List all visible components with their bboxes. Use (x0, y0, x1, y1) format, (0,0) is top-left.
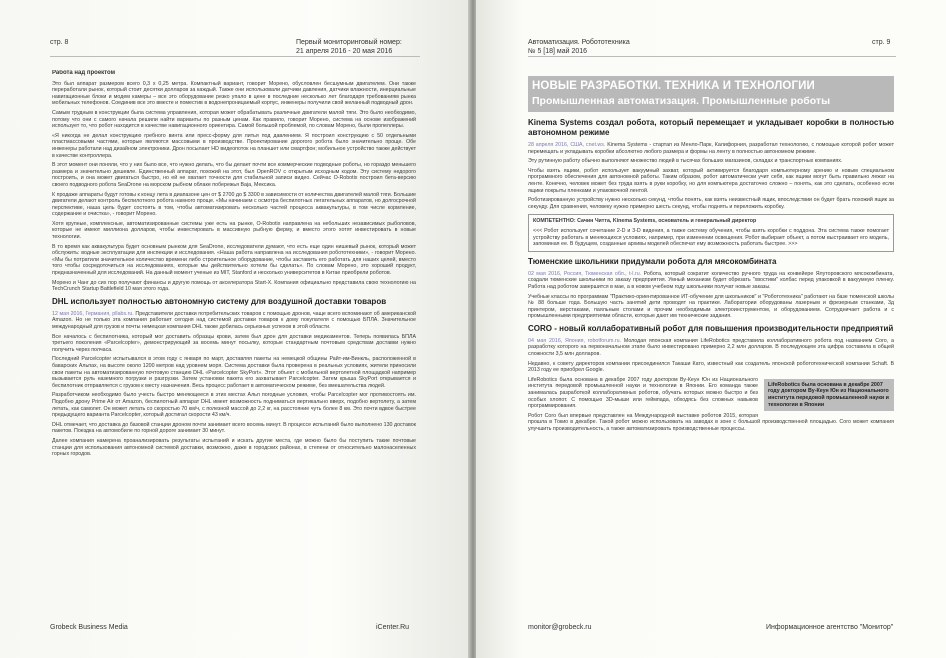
dhl-date: 12 мая 2016, Германия, pllabs.ru. (52, 310, 134, 317)
tyumen-lead-text: Робота, который сократит количество ручного труда на конвейере Ялуторовского мясокомбината, создали тюменские школьники по заказу предприятия. Умный механизм будет обрезать "хвостики" колбас перед упаковкой в вакуумную пленку. Работа над роботом завершится в мае, а в новом учебном году школьники получат новые заказы. (528, 270, 894, 290)
right-header-issue: № 5 [18] май 2016 (528, 48, 588, 55)
coro-lead (528, 338, 894, 358)
kinema-lead (528, 142, 894, 155)
quote-text: <<< Робот использует сочетание 2-D и 3-D видения, а также систему обучения, чтобы взять коробки с поддона. Эта система также помогает устройству работать в меняющихся условиях, например, при изменении освещения. Робот выбирает объект, а потом выстраивает его модель, запоминая ее. В будущем, созданные архивы моделей обеспечат ему возможность работать быстрее. >>> (533, 227, 889, 248)
expert-quote-box (528, 214, 894, 251)
quote-header: КОМПЕТЕНТНО: Сачин Читта, Kinema Systems, основатель и генеральный директор (533, 218, 757, 225)
dhl-lead-text: Представители доставки потребительских товаров с помощью дронов, чаще всего вспоминают об американской Amazon. Но не только эта компания работает сегодня над системой доставки товаров к дому покупателя с помощью БПЛА. Значительное международный для грузов и почты немецкая компания DHL также добилась серьезных успехов в этой области. (52, 310, 416, 330)
left-footer-publisher: Grobeck Business Media (50, 624, 128, 631)
body-paragraph: Все началось с беспилотника, который мог доставить образцы крови, затем был дрон для доставки медикаментов. Теперь появилась БПЛА третьего поколения «Parcelcopter», демонстрирующий за восемь минут посылку, которые стандартным почтовым средствам доставки нужно получить через полчаса. (52, 333, 416, 353)
right-body (528, 118, 894, 620)
body-paragraph: Робот Coro был впервые представлен на Международной выставке роботов 2015, которая прошла в Токио в декабре. Такой робот можно использовать на заводах в зоне с большой производственной площадью. Coro может компания улучшить производительность, а также автоматизировать производственные процессы. (528, 412, 894, 432)
right-page (476, 0, 946, 658)
right-header-title: Автоматизация. Робототехника (528, 39, 630, 46)
body-paragraph: Самым трудным в конструкции была система управления, которая может обрабатывать различные двигатели малой тяги. Это было необходимо, потому что они с самого начала решили найти варианты по разным ценам. Как правило, говорит Морено, система на основе изображений использует то, что робот находится в качестве навигационного ориентира. Самой большой проблемой, по словам Морено, были пропеллеры. (52, 109, 416, 130)
right-header-rule (528, 56, 896, 57)
body-paragraph: «Я никогда не делал конструкцию гребного винта или пресс-форму для литья под давлением. Я построил конструкцию с 50 отдельными пластмассовыми частями, которые являются массовыми в производстве. Проектирование дорогого робота было значительно проще. Обе инженеры работали над дизайном электроники. Дрон посылает HD видеопоток на планшет или смартфон; мобильное устройство также действует в качестве контроллера. (52, 132, 416, 159)
left-header (296, 38, 402, 56)
body-paragraph: DHL отмечает, что доставка до базовой станции дроном почти занимает всего восемь минут. В процессе испытаний было выполнено 130 доставок пакетов. Поездка на автомобиле по горной дороге занимает 30 минут. (52, 421, 416, 435)
kinema-lead-text: Kinema Systems - стартап из Менло-Парк, Калифорния, разработал технологию, с помощью которой робот может перемещать и укладывать коробки абсолютно любого размера и формы на ленту в полностью автономном режиме. (528, 142, 894, 155)
tyumen-article-title: Тюменские школьники придумали робота для мясокомбината (528, 256, 777, 266)
dhl-article-title: DHL использует полностью автономную систему для воздушной доставки товаров (52, 296, 387, 306)
coro-sidebar-box: LifeRobotics была основана в декабре 2007 году доктором Ву-Кеун Юн из Национального института передовой промышленной науки и технологии в Японии (764, 379, 894, 411)
left-body (52, 70, 416, 620)
body-paragraph: Далее компания намерена проанализировать результаты испытаний и искать другие места, где можно было бы поступить такие почтовые станции для использования автономной системой доставки, возможно, даже в городских районах, в степени от относительно малонаселенных горных городов. (52, 437, 416, 458)
left-page-number: стр. 8 (50, 39, 69, 46)
body-paragraph: Чтобы взять ящики, робот использует вакуумный захват, который активируется благодаря компьютерному зрению и новым специальном программного обеспечения для автономной работы. Таким образом, робот автоматически учит себя, как ящики могут быть правильно лежат на ленте. Конечно, человек может без труда взять в руки коробку, но для компьютера достаточно сложно – понять, как это сделать, особенно если ящики покрыты пленками и упаковочной лентой. (528, 167, 894, 194)
right-footer-agency: Информационное агентство "Монитор" (766, 624, 894, 631)
left-header-title: Первый мониторинговый номер: (296, 39, 402, 46)
body-paragraph: К продаже аппараты будут готовы к концу лета в диапазоне цен от $ 2700 до $ 3300 в зависимости от количества двигателей малой тяги. Большие двигатели делают контроль беспилотного робота намного проще. «Мы начинаем с осмотра беспилотных легательных аппаратов, но долгосрочной перспективе, наша цель будет состоять в том, чтобы автоматизировать несколько частей процесса аквакультуры, в том числе кормление, содержание и очистка», - говорит Морено. (52, 191, 416, 218)
banner-subtitle: Промышленная автоматизация. Промышленные роботы (532, 95, 831, 107)
body-paragraph: Эту рутинную работу обычно выполняют множество людей в тысячах больших магазинов, складах и транспортных компаниях. (528, 158, 843, 165)
body-paragraph: В то время как аквакультура будет основным рынком для SeaDrone, исследователи думают, что есть еще один нишевый рынок, который может обслужить: водные эксплуатации для инспекции и исследования. «Наша работа направлена на исследования робототехники», - говорит Морено. «Мы бы потратили значительное количество времени либо строительное оборудование, чтобы заставить его работать для наших целей, вместо того чтобы сосредоточиться на исследованиях, которые мы действительно хотели бы сделать». По словам Морено, это хороший продукт, предназначенный для исследований. На данный момент ученые из MIT, Stanford и несколько университетов в Китае приобрели роботов. (52, 243, 416, 277)
left-header-rule (50, 56, 420, 57)
left-footer-site: iCenter.Ru (376, 624, 410, 631)
body-paragraph: LifeRobotics была основана в декабре 2007 году доктором Ву-Кеун Юн из Национального института передовой промышленной науки и технологии в Японии. Его команда также занималась разработкой коллаборативных роботов, обучать которых можно быстро и без особых хлопот. С помощью 3D-мыши или геймпада, обходясь без сложных навыков программирования. (528, 376, 758, 410)
dhl-lead (52, 311, 416, 331)
body-paragraph: Учебные классы по программам "Практико-ориентированное ИТ-обучение для школьников" и "Робототехника" работают на базе тюменской школы № 88 больше года. Большую часть занятий дети проводят на практике. Лаборатории оборудованы лазерным и фрезерным станками, 3д принтером, верстаками, паяльным столами и прочим необходимым электроинструментом, и оборудованием. Сотрудничает работа и с промышленными предприятиями области, которые дают им технические задания. (528, 293, 894, 320)
right-header (528, 38, 630, 56)
tyumen-lead (528, 271, 894, 291)
body-paragraph: Недавно, к совету директоров компании присоединился Такаши Като, известный как создатель японской робототехнической компании Schaft. В 2013 году ее приобрел Google. (528, 360, 894, 374)
body-paragraph: Последний Parcelcopter испытывался в этом году с января по март, доставляя пакеты на немецкой общины Райт-им-Винкль, расположенной в баварских Альпах, на высоте около 1200 метров над уровнем моря. Система доставки была проверена в реальных условиях, жители приносили свои пакеты на автоматизированную почтовую станцию DHL «Parcelcopter SkyPort». Этот объект с мобильной вертолетной площадкой например вызывается руль наземного погрузки и разгрузки. Затем установки пакета его захватывает Parcelcopter. Затем крыша SkyPort открывается и беспилотник отправляется с грузом к месту назначения. Весь процесс работает в автоматическом режиме, без вмешательства людей. (52, 356, 416, 389)
section-banner (528, 76, 894, 112)
body-paragraph: Разработчиком необходимо было учесть быстро меняющееся в этих местах Альп погодные условия, чтобы Parcelcopter мог противостоять им. Подобно дрону Prime Air от Amazon, беспилотный аппарат DHL имеет возможность подниматься вертикально вверх, подобно вертолету, а затем летать, как самолет. Он может летать со скоростью 70 км/ч, с полезной массой до 2,2 кг, на расстояние чуть более 8 км. Это почти вдвое быстрее предыдущего варианта Parcelcopter, который достигал скорости 43 км/ч. (52, 392, 416, 419)
coro-date: 04 мая 2016, Япония, robotforum.ru. (528, 337, 622, 344)
left-page (0, 0, 470, 658)
banner-title: НОВЫЕ РАЗРАБОТКИ. ТЕХНИКА И ТЕХНОЛОГИИ (532, 80, 815, 92)
kinema-date: 28 апреля 2016, США, cnet.ws. (528, 142, 606, 148)
coro-lead-text: Молодая японская компания LifeRobotics представила коллаборативного робота под названием Coro, а разработку которого на первоначальном этапе было инвестировано примерно 2,2 млн долларов. В последующем эта цифра составила в общей сложности 3,5 млн долларов. (528, 337, 894, 358)
left-header-dates: 21 апреля 2016 - 20 мая 2016 (296, 48, 393, 55)
coro-article-title: CORO - новый коллаборативный робот для повышения производительности предприятий (528, 323, 894, 333)
body-paragraph: Роботизированную устройству нужно несколько секунд, чтобы понять, как взять неизвестный ящик, впоследствии он будет брать похожий ящик за секунду. Для сравнения, человеку нужно примерно шесть секунд, чтобы поднять и переложить коробку. (528, 197, 894, 210)
tyumen-date: 02 мая 2016, Россия, Тюменская обл., t-l.ru. (528, 270, 642, 277)
right-footer-email: monitor@grobeck.ru (528, 624, 592, 631)
section-label: Работа над проектом (52, 70, 116, 76)
body-paragraph: Морено и Чанг до сих пор получают финансы и другую помощь от акселератора Start-X. Компания официально представила свою технологию на TechCrunch Startup Battlefield 10 мая этого года. (52, 279, 416, 293)
kinema-article-title: Kinema Systems создал робота, который перемещает и укладывает коробки в полностью автономном режиме (528, 118, 894, 137)
right-page-number: стр. 9 (872, 39, 891, 46)
body-paragraph: Хотя крупные, комплексные, автоматизированные системы уже есть на рынке, O-Robotix направлена на небольших независимых рыболовов, которые не имеют миллиона долларов, чтобы инвестировать в массивную рыбную ферму, и вместо этого хотят инвестировать в новые технологии. (52, 220, 416, 241)
body-paragraph: В этот момент они поняли, что у них было все, что нужно делать, что бы делает почти все коммерческие подводные роботы, но гораздо меньшего размера и значительно дешевле. Единственный аппарат, похожий на этот, был OpenROV с открытым исходным кодом. Эту систему недорого построить, и она может двигаться быстро, но ей не хватает точности для стабильной записи видео. Сейчас O-Robotix построил бета-версию своего подводного робота SeaDrone на морском рыбном облаке побережья Baja, Мексика. (52, 162, 416, 188)
body-paragraph: Это был аппарат размером всего 0,3 х 0,25 метра. Компактный вариант, говорит Морено, обусловлен бесшумным двигателем. Они также переработали рынок, который стоит десятки долларов за каждый. Также они использовали датчики давления, датчики влажности, инерциальные навигационные блоки и модем камеры – все это оборудование резко упало в цене в последние несколько лет благодаря требованиям рынка мобильных телефонов. Соединив все это вместе и поместив в водонепроницаемый корпус, инженеры получили свой желанный подводный дрон. (52, 80, 416, 107)
